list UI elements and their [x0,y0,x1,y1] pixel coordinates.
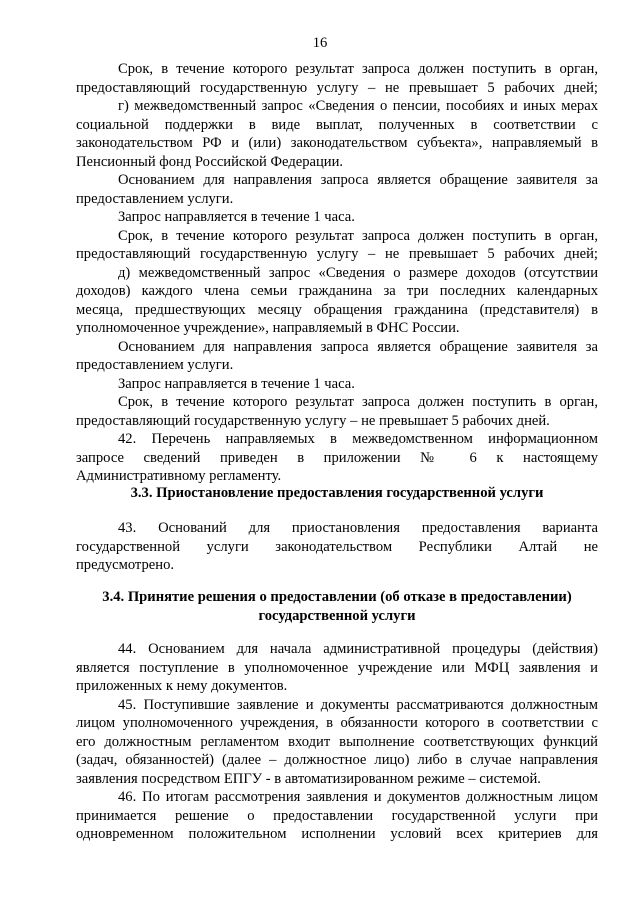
text-line: Пенсионный фонд Российской Федерации. [76,153,344,170]
text-line: Срок, в течение которого результат запроса должен поступить в орган, [118,61,598,77]
text-line: Запрос направляется в течение 1 часа. [118,375,355,392]
text-line: (задач, обязанностей) (далее – должностное лицо) либо в случае направления [76,752,598,768]
text-line: приложенных к нему документов. [76,678,288,694]
page-number: 16 [312,35,328,51]
text-line: 44. Основанием для начала административной процедуры (действия) [118,641,598,657]
text-line: Срок, в течение которого результат запроса должен поступить в орган, [118,394,598,410]
text-line: доходов) каждого члена семьи гражданина за три последних календарных [76,283,598,299]
text-line: предоставлением услуги. [76,357,234,373]
text-line: законодательством РФ и (или) законодательством субъекта», направляемый в [76,135,598,151]
text-block-1 [76,60,598,486]
text-line: д) межведомственный запрос «Сведения о размере доходов (отсутствии [118,264,598,281]
text-line: предусмотрено. [76,557,175,573]
text-line: 43. Оснований для приостановления предоставления варианта [118,520,598,536]
text-line: лицом уполномоченного учреждения, в обязанности которого в соответствии с [76,715,598,731]
text-line: Основанием для направления запроса является обращение заявителя за [118,338,598,355]
text-line: предоставляющий государственную услугу – не превышает 5 рабочих дней. [76,412,550,429]
text-line: Административному регламенту. [76,468,282,484]
text-block-3 [76,640,598,844]
section-heading-3-4-cont: государственной услуги [258,608,416,624]
text-line: заявления посредством ЕПГУ - в автоматизированном режиме – системой. [76,770,541,787]
text-line: социальной поддержки в виде выплат, полученных в соответствии с [76,116,598,133]
text-line: 42. Перечень направляемых в межведомственном информационном [118,431,598,447]
text-line: его должностным регламентом входит выполнение соответствующих функций [76,733,598,750]
section-heading-3-4: 3.4. Принятие решения о предоставлении (об отказе в предоставлении) [102,589,572,605]
text-line: предоставляющий государственную услугу – не превышает 5 рабочих дней; [76,246,598,262]
section-heading-3-3: 3.3. Приостановление предоставления государственной услуги [130,485,544,501]
text-line: предоставлением услуги. [76,190,234,207]
text-line: одновременном положительном исполнении условий всех критериев для [76,826,598,842]
text-line: 45. Поступившие заявление и документы рассматриваются должностным [118,696,598,713]
text-block-2 [76,519,598,575]
text-line: уполномоченное учреждение», направляемый в ФНС России. [76,320,460,336]
text-line: 46. По итогам рассмотрения заявления и документов должностным лицом [118,789,598,805]
text-line: Основанием для направления запроса является обращение заявителя за [118,172,598,188]
text-line: принимается решение о предоставлении государственной услуги при [76,807,598,824]
text-line: Срок, в течение которого результат запроса должен поступить в орган, [118,227,598,244]
text-line: запросе сведений приведен в приложении № 6 к настоящему [76,449,598,466]
text-line: государственной услуги законодательством Республики Алтай не [76,538,598,555]
text-line: Запрос направляется в течение 1 часа. [118,209,355,225]
text-line: является поступление в уполномоченное учреждение или МФЦ заявления и [76,659,598,676]
text-line: предоставляющий государственную услугу – не превышает 5 рабочих дней; [76,79,598,96]
text-line: г) межведомственный запрос «Сведения о пенсии, пособиях и иных мерах [118,98,598,114]
text-line: месяца, предшествующих месяцу обращения гражданина (представителя) в [76,301,598,318]
